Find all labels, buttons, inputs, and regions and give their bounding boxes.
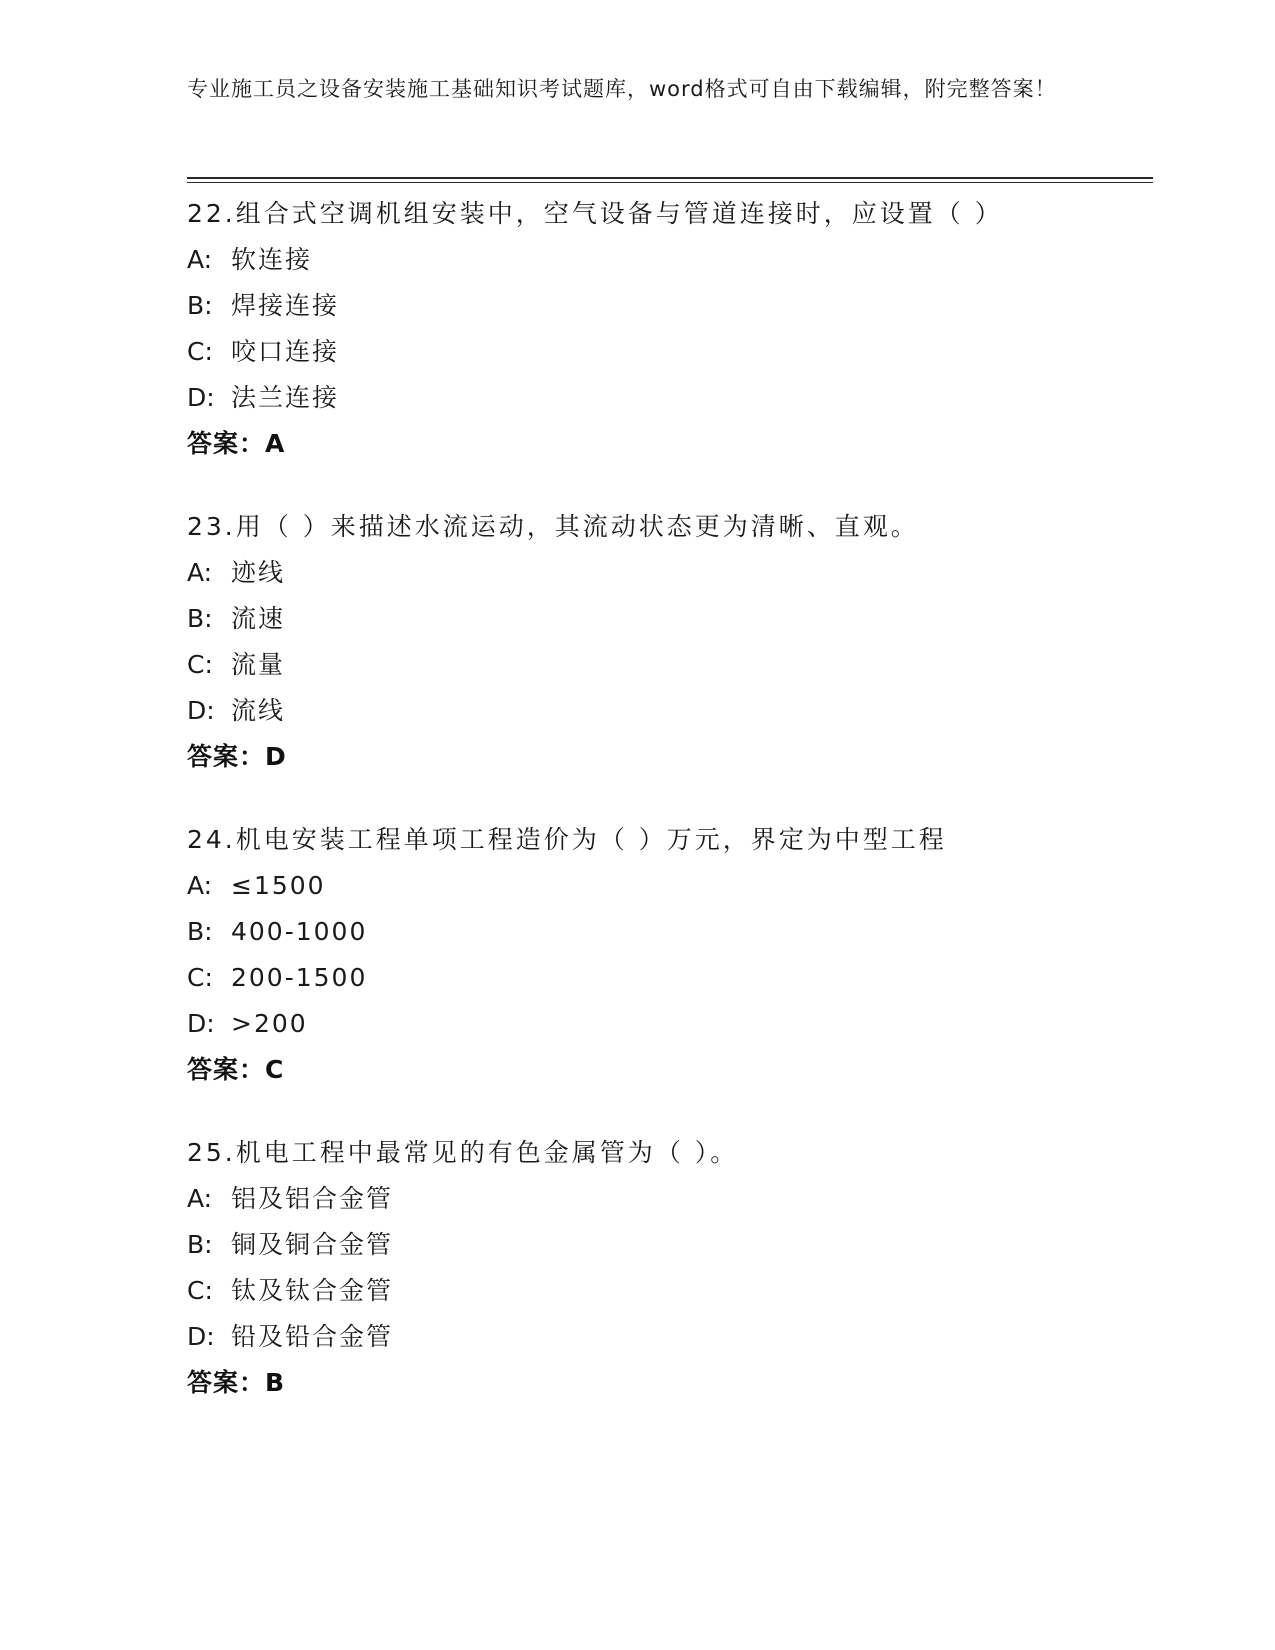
option-letter: D:: [187, 383, 215, 412]
option-c: [187, 642, 1153, 688]
option-c: [187, 1268, 1153, 1314]
header-divider-thick: [187, 177, 1153, 179]
question-item: [187, 504, 1153, 780]
option-a: [187, 1176, 1153, 1222]
question-item: [187, 817, 1153, 1093]
answer-line: 答案：B: [187, 1368, 286, 1397]
question-title: 24.机电安装工程单项工程造价为（ ）万元，界定为中型工程: [187, 825, 947, 854]
option-letter: A:: [187, 245, 213, 274]
option-text: 钛及钛合金管: [231, 1276, 394, 1305]
header-divider-thin: [187, 182, 1153, 183]
option-text: 铜及铜合金管: [231, 1230, 394, 1259]
option-letter: B:: [187, 917, 213, 946]
option-text: 流量: [231, 650, 286, 679]
question-item: [187, 191, 1153, 467]
option-text: 200-1500: [231, 963, 368, 992]
option-letter: A:: [187, 871, 213, 900]
option-letter: D:: [187, 696, 215, 725]
option-text: >200: [231, 1009, 308, 1038]
option-letter: C:: [187, 337, 213, 366]
option-text: 铝及铝合金管: [231, 1184, 394, 1213]
option-letter: C:: [187, 650, 213, 679]
option-text: 流线: [231, 696, 286, 725]
option-text: ≤1500: [231, 871, 326, 900]
option-text: 400-1000: [231, 917, 368, 946]
option-letter: B:: [187, 291, 213, 320]
option-letter: C:: [187, 1276, 213, 1305]
option-d: [187, 375, 1153, 421]
option-text: 流速: [231, 604, 286, 633]
option-text: 焊接连接: [231, 291, 340, 320]
option-c: [187, 955, 1153, 1001]
option-letter: C:: [187, 963, 213, 992]
option-b: [187, 596, 1153, 642]
option-letter: B:: [187, 1230, 213, 1259]
option-d: [187, 1314, 1153, 1360]
option-letter: D:: [187, 1009, 215, 1038]
option-text: 法兰连接: [231, 383, 340, 412]
option-d: [187, 688, 1153, 734]
option-letter: D:: [187, 1322, 215, 1351]
option-b: [187, 1222, 1153, 1268]
document-header: 专业施工员之设备安装施工基础知识考试题库，word格式可自由下载编辑，附完整答案！: [187, 77, 1057, 101]
option-c: [187, 329, 1153, 375]
question-list: [187, 191, 1153, 1443]
option-a: [187, 550, 1153, 596]
question-item: [187, 1130, 1153, 1406]
question-title: 22.组合式空调机组安装中，空气设备与管道连接时，应设置（ ）: [187, 199, 1003, 228]
option-letter: B:: [187, 604, 213, 633]
question-title: 25.机电工程中最常见的有色金属管为（ ）。: [187, 1138, 739, 1167]
option-text: 铅及铅合金管: [231, 1322, 394, 1351]
option-a: [187, 863, 1153, 909]
answer-line: 答案：C: [187, 1055, 285, 1084]
answer-line: 答案：D: [187, 742, 287, 771]
option-text: 迹线: [231, 558, 286, 587]
option-d: [187, 1001, 1153, 1047]
option-text: 咬口连接: [231, 337, 340, 366]
option-b: [187, 909, 1153, 955]
option-b: [187, 283, 1153, 329]
answer-line: 答案：A: [187, 429, 286, 458]
option-a: [187, 237, 1153, 283]
option-letter: A:: [187, 558, 213, 587]
question-title: 23.用（ ）来描述水流运动，其流动状态更为清晰、直观。: [187, 512, 919, 541]
option-letter: A:: [187, 1184, 213, 1213]
option-text: 软连接: [231, 245, 313, 274]
